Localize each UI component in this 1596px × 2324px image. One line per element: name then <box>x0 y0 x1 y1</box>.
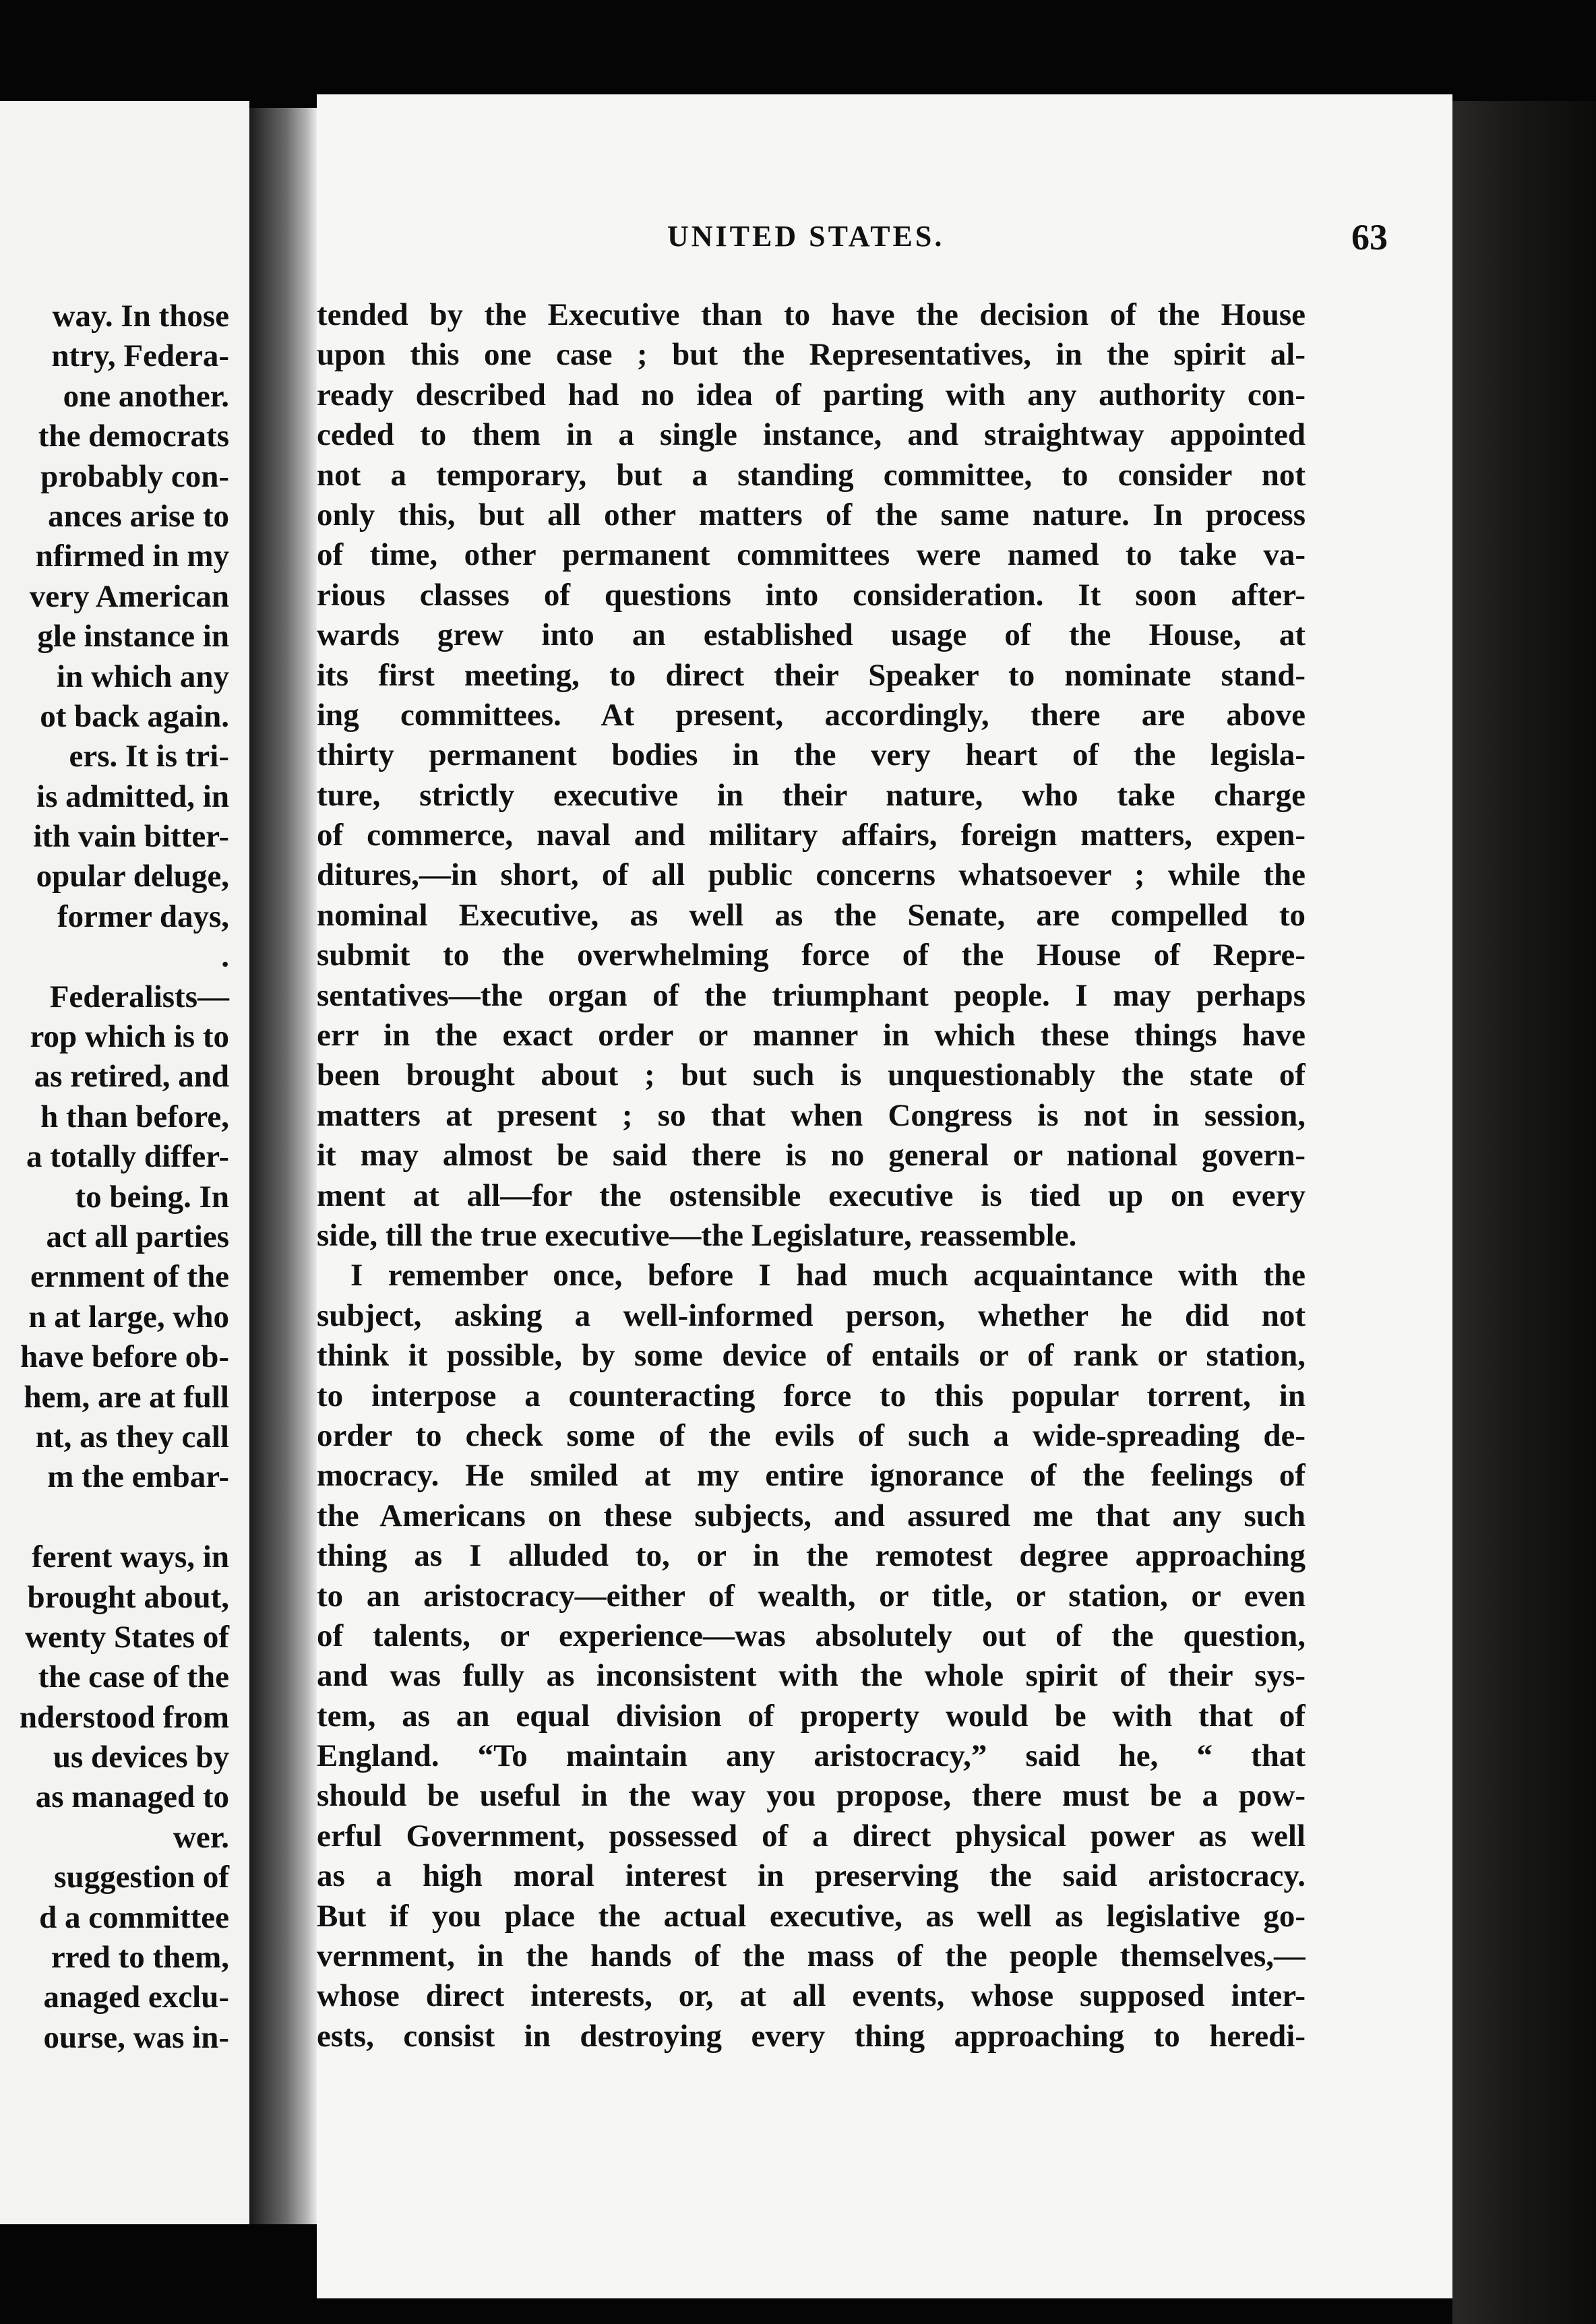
text-line: been brought about ; but such is unquestionably the state of <box>317 1058 1306 1093</box>
text-line: thirty permanent bodies in the very heart of the legisla- <box>317 737 1306 773</box>
left-text-line: opular deluge, <box>36 859 229 894</box>
left-text-line: to being. In <box>75 1179 229 1215</box>
left-text-line: wenty States of <box>25 1619 229 1655</box>
left-text-line: have before ob- <box>20 1339 229 1375</box>
left-page-fragment <box>0 101 249 2224</box>
left-text-line: rred to them, <box>51 1940 229 1976</box>
left-text-line: as retired, and <box>34 1059 229 1095</box>
text-line: tem, as an equal division of property would be with that of <box>317 1698 1306 1734</box>
left-page-column <box>0 297 229 2058</box>
left-text-line: ith vain bitter- <box>33 819 229 855</box>
left-text-line: m the embar- <box>47 1459 229 1495</box>
text-line: err in the exact order or manner in which these things have <box>317 1018 1306 1053</box>
running-title: UNITED STATES. <box>667 220 945 253</box>
text-line: side, till the true executive—the Legislature, reassemble. <box>317 1217 1077 1253</box>
left-text-line: us devices by <box>53 1740 229 1775</box>
text-line: of talents, or experience—was absolutely out of the question, <box>317 1618 1306 1653</box>
text-line: ment at all—for the ostensible executive is tied up on every <box>317 1178 1306 1213</box>
left-text-line: ances arise to <box>48 498 229 534</box>
text-line: England. “To maintain any aristocracy,” said he, “ that <box>317 1738 1306 1774</box>
left-text-line: the democrats <box>38 419 229 454</box>
left-text-line: former days, <box>57 898 229 934</box>
left-text-line: ntry, Federa- <box>51 338 229 374</box>
book-gutter <box>249 108 317 2224</box>
text-line: vernment, in the hands of the mass of the people themselves,— <box>317 1938 1306 1974</box>
page-number: 63 <box>1351 217 1388 257</box>
text-line: not a temporary, but a standing committee, to consider not <box>317 457 1306 493</box>
left-text-line <box>0 1498 229 1537</box>
text-line: to interpose a counteracting force to this popular torrent, in <box>317 1378 1306 1413</box>
left-text-line: h than before, <box>40 1099 229 1134</box>
text-line: the Americans on these subjects, and assured me that any such <box>317 1498 1306 1533</box>
text-line: it may almost be said there is no general or national govern- <box>317 1138 1306 1173</box>
left-text-line: nfirmed in my <box>35 539 229 574</box>
left-text-line: in which any <box>57 659 229 694</box>
text-line: ing committees. At present, accordingly, there are above <box>317 697 1306 733</box>
running-head <box>317 219 1452 266</box>
text-line: ceded to them in a single instance, and straightway appointed <box>317 417 1306 453</box>
left-text-line: wer. <box>173 1819 229 1855</box>
left-text-line: one another. <box>63 378 229 414</box>
left-text-line: gle instance in <box>37 619 229 654</box>
left-text-line: hem, are at full <box>24 1379 229 1415</box>
left-text-line: as managed to <box>35 1779 229 1815</box>
text-line: upon this one case ; but the Representatives, in the spirit al- <box>317 337 1306 373</box>
text-line: as a high moral interest in preserving the said aristocracy. <box>317 1858 1306 1894</box>
left-text-line: nt, as they call <box>35 1419 229 1455</box>
left-text-line: very American <box>29 578 229 614</box>
left-text-line: Federalists— <box>49 979 229 1014</box>
text-line: subject, asking a well-informed person, whether he did not <box>317 1297 1306 1333</box>
left-text-line: ferent ways, in <box>32 1539 229 1575</box>
left-text-line: ers. It is tri- <box>69 739 229 774</box>
scan-background-right <box>1452 101 1596 2324</box>
text-line: whose direct interests, or, at all events, whose supposed inter- <box>317 1978 1306 2014</box>
left-text-line: . <box>221 939 229 975</box>
text-line: thing as I alluded to, or in the remotest degree approaching <box>317 1538 1306 1574</box>
text-line: to an aristocracy—either of wealth, or title, or station, or even <box>317 1578 1306 1614</box>
text-line: ests, consist in destroying every thing approaching to heredi- <box>317 2018 1306 2054</box>
left-text-line: brought about, <box>27 1579 229 1615</box>
text-line: nominal Executive, as well as the Senate, are compelled to <box>317 897 1306 933</box>
right-page <box>317 94 1452 2298</box>
left-text-line: way. In those <box>52 299 229 334</box>
left-text-line: d a committee <box>39 1899 229 1935</box>
left-text-line: nderstood from <box>19 1699 229 1735</box>
text-line: its first meeting, to direct their Speaker to nominate stand- <box>317 657 1306 693</box>
left-text-line: probably con- <box>40 458 229 494</box>
text-line: mocracy. He smiled at my entire ignorance of the feelings of <box>317 1458 1306 1494</box>
text-line: of commerce, naval and military affairs, foreign matters, expen- <box>317 818 1306 853</box>
text-line: But if you place the actual executive, as well as legislative go- <box>317 1898 1306 1934</box>
text-line: erful Government, possessed of a direct physical power as well <box>317 1818 1306 1854</box>
left-text-line: ernment of the <box>30 1259 229 1295</box>
text-line: matters at present ; so that when Congress is not in session, <box>317 1097 1306 1133</box>
text-line: should be useful in the way you propose, there must be a pow- <box>317 1778 1306 1814</box>
left-text-line: a totally differ- <box>26 1139 229 1175</box>
text-line: submit to the overwhelming force of the House of Repre- <box>317 938 1306 973</box>
text-line: order to check some of the evils of such a wide-spreading de- <box>317 1417 1306 1453</box>
left-text-line: rop which is to <box>30 1019 229 1055</box>
left-text-line: n at large, who <box>28 1299 229 1335</box>
text-line: rious classes of questions into consideration. It soon after- <box>317 577 1306 613</box>
text-line: think it possible, by some device of entails or of rank or station, <box>317 1338 1306 1374</box>
text-line: ture, strictly executive in their nature, who take charge <box>317 777 1306 813</box>
left-text-line: anaged exclu- <box>43 1980 229 2015</box>
text-line: ready described had no idea of parting with any authority con- <box>317 377 1306 412</box>
text-line: of time, other permanent committees were named to take va- <box>317 537 1306 573</box>
left-text-line: ot back again. <box>40 698 229 734</box>
text-line: and was fully as inconsistent with the whole spirit of their sys- <box>317 1658 1306 1694</box>
left-text-line: suggestion of <box>54 1860 229 1895</box>
left-text-line: is admitted, in <box>36 778 229 814</box>
left-text-line: act all parties <box>46 1219 229 1254</box>
left-text-line: the case of the <box>38 1659 229 1695</box>
text-line: tended by the Executive than to have the decision of the House <box>317 297 1306 332</box>
text-line: sentatives—the organ of the triumphant people. I may perhaps <box>317 977 1306 1013</box>
text-line: wards grew into an established usage of the House, at <box>317 617 1306 653</box>
text-line: only this, but all other matters of the same nature. In process <box>317 497 1306 532</box>
left-text-line: ourse, was in- <box>43 2019 229 2055</box>
page-body-text <box>317 295 1306 2056</box>
text-line: ditures,—in short, of all public concerns whatsoever ; while the <box>317 857 1306 893</box>
text-line: I remember once, before I had much acquaintance with the <box>350 1258 1306 1293</box>
